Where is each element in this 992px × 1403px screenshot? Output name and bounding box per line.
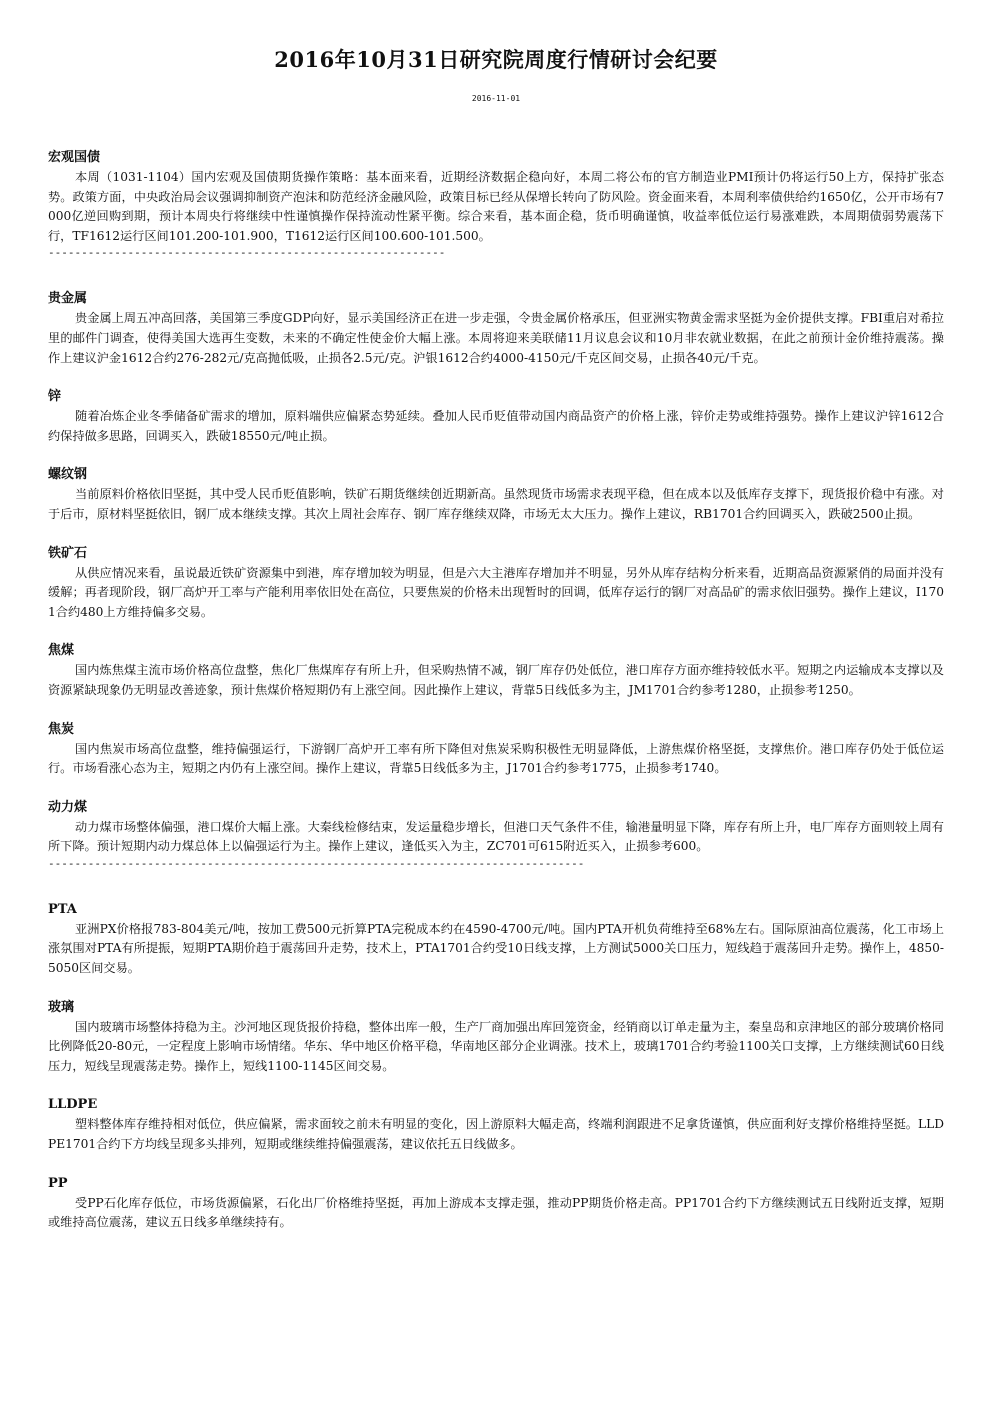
section-lldpe (48, 1095, 944, 1154)
section-heading: 贵金属 (48, 291, 88, 307)
section-coking-coal (48, 641, 944, 700)
section-body: 当前原料价格依旧坚挺，其中受人民币贬值影响，铁矿石期货继续创近期新高。虽然现货市场需求表现平稳，但在成本以及低库存支撑下，现货报价稳中有涨。对于后市，原材料坚挺依旧，钢厂成本继续支撑。其次上周社会库存、钢厂库存继续双降，市场无太大压力。操作上建议，RB1701合约回调买入，跌破2500止损。 (48, 487, 944, 521)
section-heading: PTA (48, 901, 77, 917)
section-body: 本周（1031-1104）国内宏观及国债期货操作策略：基本面来看，近期经济数据企稳向好，本周二将公布的官方制造业PMI预计仍将运行50上方，保持扩张态势。政策方面，中央政治局会议强调抑制资产泡沫和防范经济金融风险，政策目标已经从保增长转向了防风险。资金面来看，本周利率债供给约1650亿，公开市场有7000亿逆回购到期，预计本周央行将继续中性谨慎操作保持流动性紧平衡。综合来看，基本面企稳，货币明确谨慎，收益率低位运行易涨难跌，本周期债弱势震荡下行，TF1612运行区间101.200-101.900，T1612运行区间100.600-101.500。 (48, 170, 944, 243)
section-body: 国内焦炭市场高位盘整，维持偏强运行，下游钢厂高炉开工率有所下降但对焦炭采购积极性无明显降低，上游焦煤价格坚挺，支撑焦价。港口库存仍处于低位运行。市场看涨心态为主，短期之内仍有上涨空间。操作上建议，背靠5日线低多为主，J1701合约参考1775，止损参考1740。 (48, 741, 944, 776)
section-body: 贵金属上周五冲高回落，美国第三季度GDP向好，显示美国经济正在进一步走强，令贵金属价格承压，但亚洲实物黄金需求坚挺为金价提供支撑。FBI重启对希拉里的邮件门调查，使得美国大选再生变数，未来的不确定性使金价大幅上涨。本周将迎来美联储11月议息会议和10月非农就业数据，在此之前预计金价维持震荡。操作上建议沪金1612合约276-282元/克高抛低吸，止损各2.5元/克。沪银1612合约4000-4150元/千克区间交易，止损各40元/千克。 (48, 311, 944, 365)
divider-line: ------------------------------------------------------------ (48, 246, 446, 260)
divider-line: --------------------------------------------------------------------------------- (48, 856, 585, 870)
section-body: 随着冶炼企业冬季储备矿需求的增加，原料端供应偏紧态势延续。叠加人民币贬值带动国内商品资产的价格上涨，锌价走势或维持强势。操作上建议沪锌1612合约保持做多思路，回调买入，跌破18550元/吨止损。 (48, 409, 944, 443)
section-heading: 铁矿石 (48, 545, 88, 561)
section-heading: PP (48, 1175, 68, 1191)
document-date: 2016-11-01 (471, 94, 521, 103)
section-body: 亚洲PX价格报783-804美元/吨，按加工费500元折算PTA完税成本约在4590-4700元/吨。国内PTA开机负荷维持至68%左右。国际原油高位震荡，化工市场上涨氛围对PTA有所提振，短期PTA期价趋于震荡回升走势，技术上，PTA1701合约受10日线支撑，上方测试5000关口压力，短线趋于震荡回升走势。操作上，4850-5050区间交易。 (48, 921, 944, 976)
section-heading: 焦煤 (48, 643, 75, 659)
section-coke (48, 720, 944, 779)
section-body: 国内玻璃市场整体持稳为主。沙河地区现货报价持稳，整体出库一般，生产厂商加强出库回笼资金，经销商以订单走量为主，秦皇岛和京津地区的部分玻璃价格同比例降低20-80元，一定程度上影响市场情绪。华东、华中地区价格平稳，华南地区部分企业调涨。技术上，玻璃1701合约考验1100关口支撑，上方继续测试60日线压力，短线呈现震荡走势。操作上，短线1100-1145区间交易。 (48, 1019, 944, 1073)
section-macro-bonds (48, 148, 944, 260)
section-zinc (48, 387, 944, 446)
section-body: 动力煤市场整体偏强，港口煤价大幅上涨。大秦线检修结束，发运量稳步增长，但港口天气条件不佳，输港量明显下降，库存有所上升，电厂库存方面则较上周有所下降。预计短期内动力煤总体上以偏强运行为主。操作上建议，逢低买入为主，ZC701可615附近买入，止损参考600。 (48, 819, 944, 854)
section-heading: 锌 (48, 389, 62, 405)
section-heading: 宏观国债 (48, 150, 101, 165)
section-heading: 焦炭 (48, 721, 75, 737)
section-body: 塑料整体库存维持相对低位，供应偏紧，需求面较之前未有明显的变化，因上游原料大幅走高，终端利润跟进不足拿货谨慎，供应面利好支撑价格维持坚挺。LLDPE1701合约下方均线呈现多头排列，短期或继续维持偏强震荡，建议依托五日线做多。 (48, 1117, 944, 1152)
section-body: 从供应情况来看，虽说最近铁矿资源集中到港，库存增加较为明显，但是六大主港库存增加并不明显，另外从库存结构分析来看，近期高品资源紧俏的局面并没有缓解；再者现阶段，钢厂高炉开工率与产能利用率依旧处在高位，只要焦炭的价格未出现暂时的回调，低库存运行的钢厂对高品矿的需求依旧强势。操作上建议，I1701合约480上方维持偏多交易。 (48, 565, 944, 619)
document-title: 2016年10月31日研究院周度行情研讨会纪要 (274, 47, 718, 72)
section-glass (48, 998, 944, 1077)
section-pp (48, 1174, 944, 1233)
section-iron-ore (48, 544, 944, 623)
section-body: 国内炼焦煤主流市场价格高位盘整，焦化厂焦煤库存有所上升，但采购热情不减，钢厂库存仍处低位，港口库存方面亦维持较低水平。短期之内运输成本支撑以及资源紧缺现象仍无明显改善迹象，预计焦煤价格短期仍有上涨空间。因此操作上建议，背靠5日线低多为主，JM1701合约参考1280，止损参考1250。 (48, 663, 944, 697)
section-rebar (48, 465, 944, 524)
section-heading: 动力煤 (48, 799, 88, 815)
section-heading: 玻璃 (48, 999, 75, 1015)
document-body (48, 148, 944, 1233)
section-heading: 螺纹钢 (48, 467, 88, 483)
section-heading: LLDPE (48, 1097, 98, 1113)
section-thermal-coal (48, 798, 944, 871)
section-precious-metals (48, 289, 944, 368)
section-body: 受PP石化库存低位，市场货源偏紧，石化出厂价格维持坚挺，再加上游成本支撑走强，推动PP期货价格走高。PP1701合约下方继续测试五日线附近支撑，短期或维持高位震荡，建议五日线多单继续持有。 (48, 1195, 944, 1230)
section-pta (48, 900, 944, 979)
